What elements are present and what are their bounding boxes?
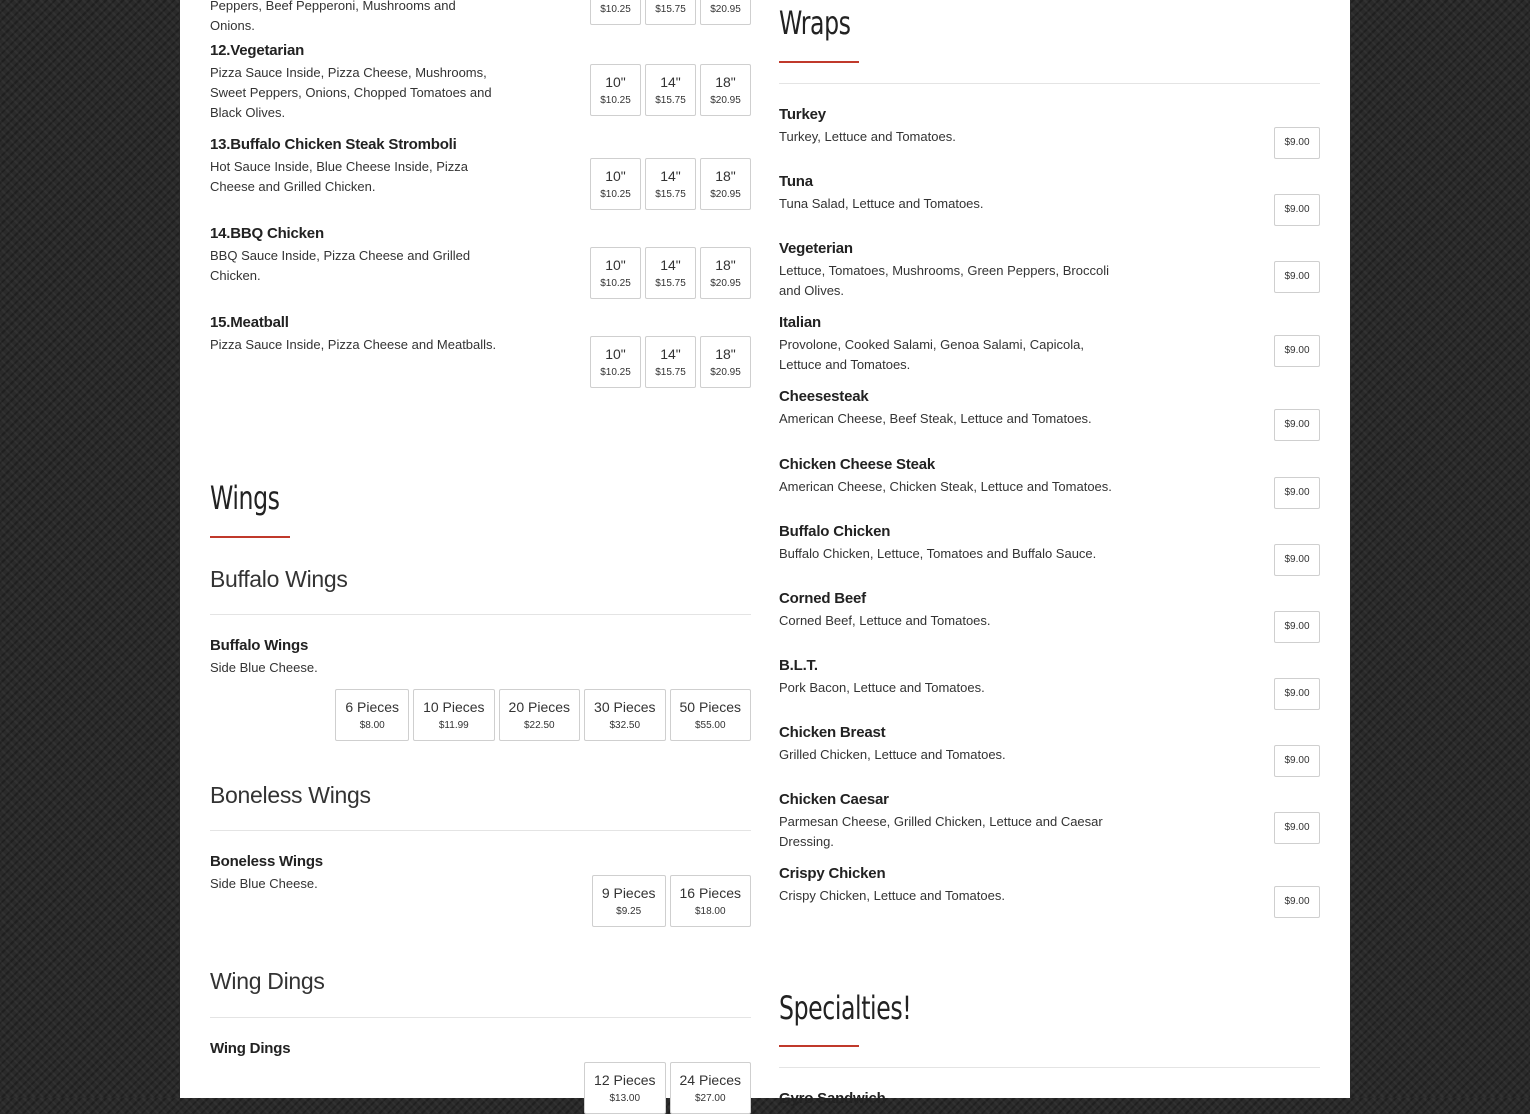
menu-item — [779, 455, 1320, 497]
price-options — [1274, 335, 1320, 367]
price-options — [335, 689, 751, 741]
price-options — [1274, 544, 1320, 576]
size-label: 16 Pieces — [679, 884, 741, 901]
price-options — [1274, 678, 1320, 710]
price-option-16-pieces[interactable] — [670, 875, 751, 927]
size-label: 30 Pieces — [594, 698, 656, 715]
price-option-24-pieces[interactable] — [670, 1062, 751, 1114]
size-label: 18" — [715, 345, 736, 362]
menu-item — [210, 313, 751, 378]
price-option[interactable] — [1274, 127, 1320, 159]
price-option-14[interactable] — [645, 247, 696, 299]
price-label: $55.00 — [694, 719, 726, 731]
size-label: 14" — [660, 73, 681, 90]
item-name: Wing Dings — [210, 1040, 291, 1057]
size-label: 9 Pieces — [601, 884, 656, 901]
price-label: $15.75 — [655, 188, 686, 200]
item-name: Cheesesteak — [779, 388, 869, 405]
menu-item — [210, 224, 751, 289]
item-description: Pizza Sauce Inside, Pizza Cheese, Mushrooms, Sweet Peppers, Onions, Chopped Tomatoes and Black Olives. — [210, 65, 492, 120]
size-label: 10" — [605, 345, 626, 362]
item-description: Buffalo Chicken, Lettuce, Tomatoes and Buffalo Sauce. — [779, 546, 1097, 561]
size-label: 10" — [605, 73, 626, 90]
price-options — [590, 247, 751, 299]
price-option[interactable] — [1274, 812, 1320, 844]
price-option-10[interactable] — [590, 0, 641, 25]
size-label: 18" — [715, 73, 736, 90]
title-accent-line — [779, 1045, 859, 1047]
item-description: Grilled Chicken, Lettuce and Tomatoes. — [779, 747, 1006, 762]
menu-item — [779, 790, 1320, 852]
menu-item — [779, 723, 1320, 765]
price-options — [1274, 812, 1320, 844]
price-options — [590, 158, 751, 210]
price-options — [1274, 409, 1320, 441]
item-description: Provolone, Cooked Salami, Genoa Salami, Capicola, Lettuce and Tomatoes. — [779, 337, 1084, 372]
price-label: $20.95 — [710, 277, 741, 289]
price-option-14[interactable] — [645, 336, 696, 388]
price-options — [1274, 886, 1320, 918]
size-label: 14" — [660, 345, 681, 362]
item-name: Chicken Caesar — [779, 791, 889, 808]
price-label: $11.99 — [438, 719, 469, 731]
size-label: 20 Pieces — [508, 698, 571, 715]
item-description: Turkey, Lettuce and Tomatoes. — [779, 129, 956, 144]
item-description: Side Blue Cheese. — [210, 876, 318, 891]
menu-item — [779, 313, 1320, 375]
price-label: $9.00 — [1284, 345, 1310, 356]
item-name: Chicken Breast — [779, 724, 886, 741]
item-description: Pork Bacon, Lettuce and Tomatoes. — [779, 680, 985, 695]
price-option-10[interactable] — [590, 158, 641, 210]
item-description: Parmesan Cheese, Grilled Chicken, Lettuce and Caesar Dressing. — [779, 814, 1103, 849]
price-options — [590, 64, 751, 116]
size-label: 24 Pieces — [679, 1071, 741, 1088]
price-label: $27.00 — [694, 1092, 726, 1104]
section-title-wraps: Wraps — [779, 4, 851, 42]
divider — [779, 1067, 1320, 1068]
subsection-title-boneless-wings: Boneless Wings — [210, 782, 371, 808]
price-label: $10.25 — [600, 188, 631, 200]
price-options — [1274, 477, 1320, 509]
section-title-wings: Wings — [210, 479, 280, 517]
item-name: Gyro Sandwich — [779, 1090, 886, 1107]
size-label: 18" — [715, 256, 736, 273]
menu-item — [210, 1039, 751, 1104]
divider — [210, 1017, 751, 1018]
item-name: Boneless Wings — [210, 853, 323, 870]
size-label: 6 Pieces — [345, 698, 400, 715]
divider — [210, 830, 751, 831]
price-label: $15.75 — [655, 3, 686, 15]
menu-page — [180, 0, 1350, 1107]
price-label: $9.00 — [1284, 487, 1310, 498]
item-name: Vegeterian — [779, 240, 853, 257]
size-label: 14" — [660, 167, 681, 184]
price-options — [592, 875, 751, 927]
menu-item — [779, 589, 1320, 631]
item-name: Tuna — [779, 173, 813, 190]
price-option[interactable] — [1274, 261, 1320, 293]
menu-item — [210, 636, 751, 731]
price-option-50-pieces[interactable] — [670, 689, 751, 741]
item-name: 12.Vegetarian — [210, 42, 305, 59]
price-label: $9.00 — [1284, 688, 1310, 699]
price-option-30-pieces[interactable] — [584, 689, 665, 741]
item-description: Tuna Salad, Lettuce and Tomatoes. — [779, 196, 984, 211]
menu-item — [210, 135, 751, 200]
price-label: $18.00 — [694, 905, 726, 917]
menu-item — [210, 852, 751, 917]
price-label: $9.00 — [1284, 271, 1310, 282]
item-description: Crispy Chicken, Lettuce and Tomatoes. — [779, 888, 1005, 903]
price-label: $22.50 — [523, 719, 555, 731]
price-label: $8.00 — [359, 719, 385, 731]
menu-item — [779, 387, 1320, 429]
divider — [210, 614, 751, 615]
title-accent-line — [210, 536, 290, 538]
price-option[interactable] — [1274, 886, 1320, 918]
price-options — [590, 336, 751, 388]
price-label: $9.00 — [1284, 554, 1310, 565]
size-label: 10" — [605, 167, 626, 184]
item-description: Hot Sauce Inside, Blue Cheese Inside, Pizza Cheese and Grilled Chicken. — [210, 159, 468, 194]
item-name: Corned Beef — [779, 590, 866, 607]
price-label: $9.00 — [1284, 822, 1310, 833]
item-description: BBQ Sauce Inside, Pizza Cheese and Grilled Chicken. — [210, 248, 471, 283]
price-option-10[interactable] — [590, 247, 641, 299]
price-options — [1274, 745, 1320, 777]
price-label: $20.95 — [710, 366, 741, 378]
price-option-10[interactable] — [590, 64, 641, 116]
price-option-9-pieces[interactable] — [592, 875, 666, 927]
price-label: $9.25 — [616, 905, 642, 917]
price-options — [1274, 194, 1320, 226]
price-option-18[interactable] — [700, 247, 751, 299]
price-option[interactable] — [1274, 611, 1320, 643]
size-label: 12 Pieces — [594, 1071, 656, 1088]
title-accent-line — [779, 61, 859, 63]
item-name: Turkey — [779, 106, 826, 123]
price-label: $9.00 — [1284, 896, 1310, 907]
price-option-10-pieces[interactable] — [413, 689, 494, 741]
item-name: 13.Buffalo Chicken Steak Stromboli — [210, 136, 457, 153]
price-label: $9.00 — [1284, 621, 1310, 632]
item-description: American Cheese, Chicken Steak, Lettuce and Tomatoes. — [779, 479, 1112, 494]
subsection-title-buffalo-wings: Buffalo Wings — [210, 566, 348, 592]
menu-item — [210, 0, 751, 36]
item-name: Chicken Cheese Steak — [779, 456, 936, 473]
price-label: $20.95 — [710, 3, 741, 15]
item-name: Buffalo Wings — [210, 637, 309, 654]
item-name: B.L.T. — [779, 657, 818, 674]
menu-item — [210, 41, 751, 123]
menu-item — [779, 239, 1320, 301]
price-options — [584, 1062, 751, 1114]
section-title-specialties: Specialties! — [779, 989, 912, 1027]
price-option-14[interactable] — [645, 158, 696, 210]
price-label: $10.25 — [600, 94, 631, 106]
price-option[interactable] — [1274, 194, 1320, 226]
price-label: $32.50 — [609, 719, 641, 731]
price-label: $9.00 — [1284, 137, 1310, 148]
price-options — [1274, 261, 1320, 293]
item-description: Peppers, Beef Pepperoni, Mushrooms and Onions. — [210, 0, 456, 33]
price-label: $15.75 — [655, 366, 686, 378]
divider — [779, 83, 1320, 84]
price-options — [1274, 611, 1320, 643]
price-option-20-pieces[interactable] — [499, 689, 580, 741]
price-label: $9.00 — [1284, 204, 1310, 215]
subsection-title-wing-dings: Wing Dings — [210, 968, 325, 994]
price-option-18[interactable] — [700, 64, 751, 116]
price-option-10[interactable] — [590, 336, 641, 388]
price-label: $10.25 — [600, 277, 631, 289]
price-option-14[interactable] — [645, 0, 696, 25]
item-description: Side Blue Cheese. — [210, 660, 318, 675]
size-label: 10" — [605, 256, 626, 273]
price-option-18[interactable] — [700, 336, 751, 388]
menu-item — [779, 105, 1320, 147]
item-description: Lettuce, Tomatoes, Mushrooms, Green Peppers, Broccoli and Olives. — [779, 263, 1109, 298]
menu-item — [779, 1089, 1320, 1109]
size-label: 14" — [660, 256, 681, 273]
price-option[interactable] — [1274, 477, 1320, 509]
price-option[interactable] — [1274, 335, 1320, 367]
price-label: $9.00 — [1284, 755, 1310, 766]
item-name: 15.Meatball — [210, 314, 289, 331]
size-label: 18" — [715, 167, 736, 184]
price-option[interactable] — [1274, 678, 1320, 710]
price-option-14[interactable] — [645, 64, 696, 116]
menu-item — [779, 864, 1320, 906]
item-description: Pizza Sauce Inside, Pizza Cheese and Meatballs. — [210, 337, 497, 352]
price-option-18[interactable] — [700, 0, 751, 25]
price-label: $10.25 — [600, 366, 631, 378]
price-option-18[interactable] — [700, 158, 751, 210]
item-description: American Cheese, Beef Steak, Lettuce and Tomatoes. — [779, 411, 1092, 426]
menu-item — [779, 656, 1320, 698]
size-label: 10 Pieces — [423, 698, 485, 715]
item-name: Buffalo Chicken — [779, 523, 891, 540]
price-options — [590, 0, 751, 25]
price-label: $20.95 — [710, 188, 741, 200]
item-name: Crispy Chicken — [779, 865, 886, 882]
size-label: 50 Pieces — [679, 698, 741, 715]
menu-item — [779, 522, 1320, 564]
price-label: $20.95 — [710, 94, 741, 106]
item-name: Italian — [779, 314, 821, 331]
price-options — [1274, 127, 1320, 159]
price-option-12-pieces[interactable] — [584, 1062, 665, 1114]
price-label: $9.00 — [1284, 419, 1310, 430]
price-option[interactable] — [1274, 745, 1320, 777]
price-label: $15.75 — [655, 94, 686, 106]
menu-item — [779, 172, 1320, 214]
price-label: $13.00 — [609, 1092, 641, 1104]
price-option-6-pieces[interactable] — [335, 689, 409, 741]
price-option[interactable] — [1274, 544, 1320, 576]
price-option[interactable] — [1274, 409, 1320, 441]
item-description: Corned Beef, Lettuce and Tomatoes. — [779, 613, 991, 628]
price-label: $15.75 — [655, 277, 686, 289]
price-label: $10.25 — [600, 3, 631, 15]
item-name: 14.BBQ Chicken — [210, 225, 324, 242]
